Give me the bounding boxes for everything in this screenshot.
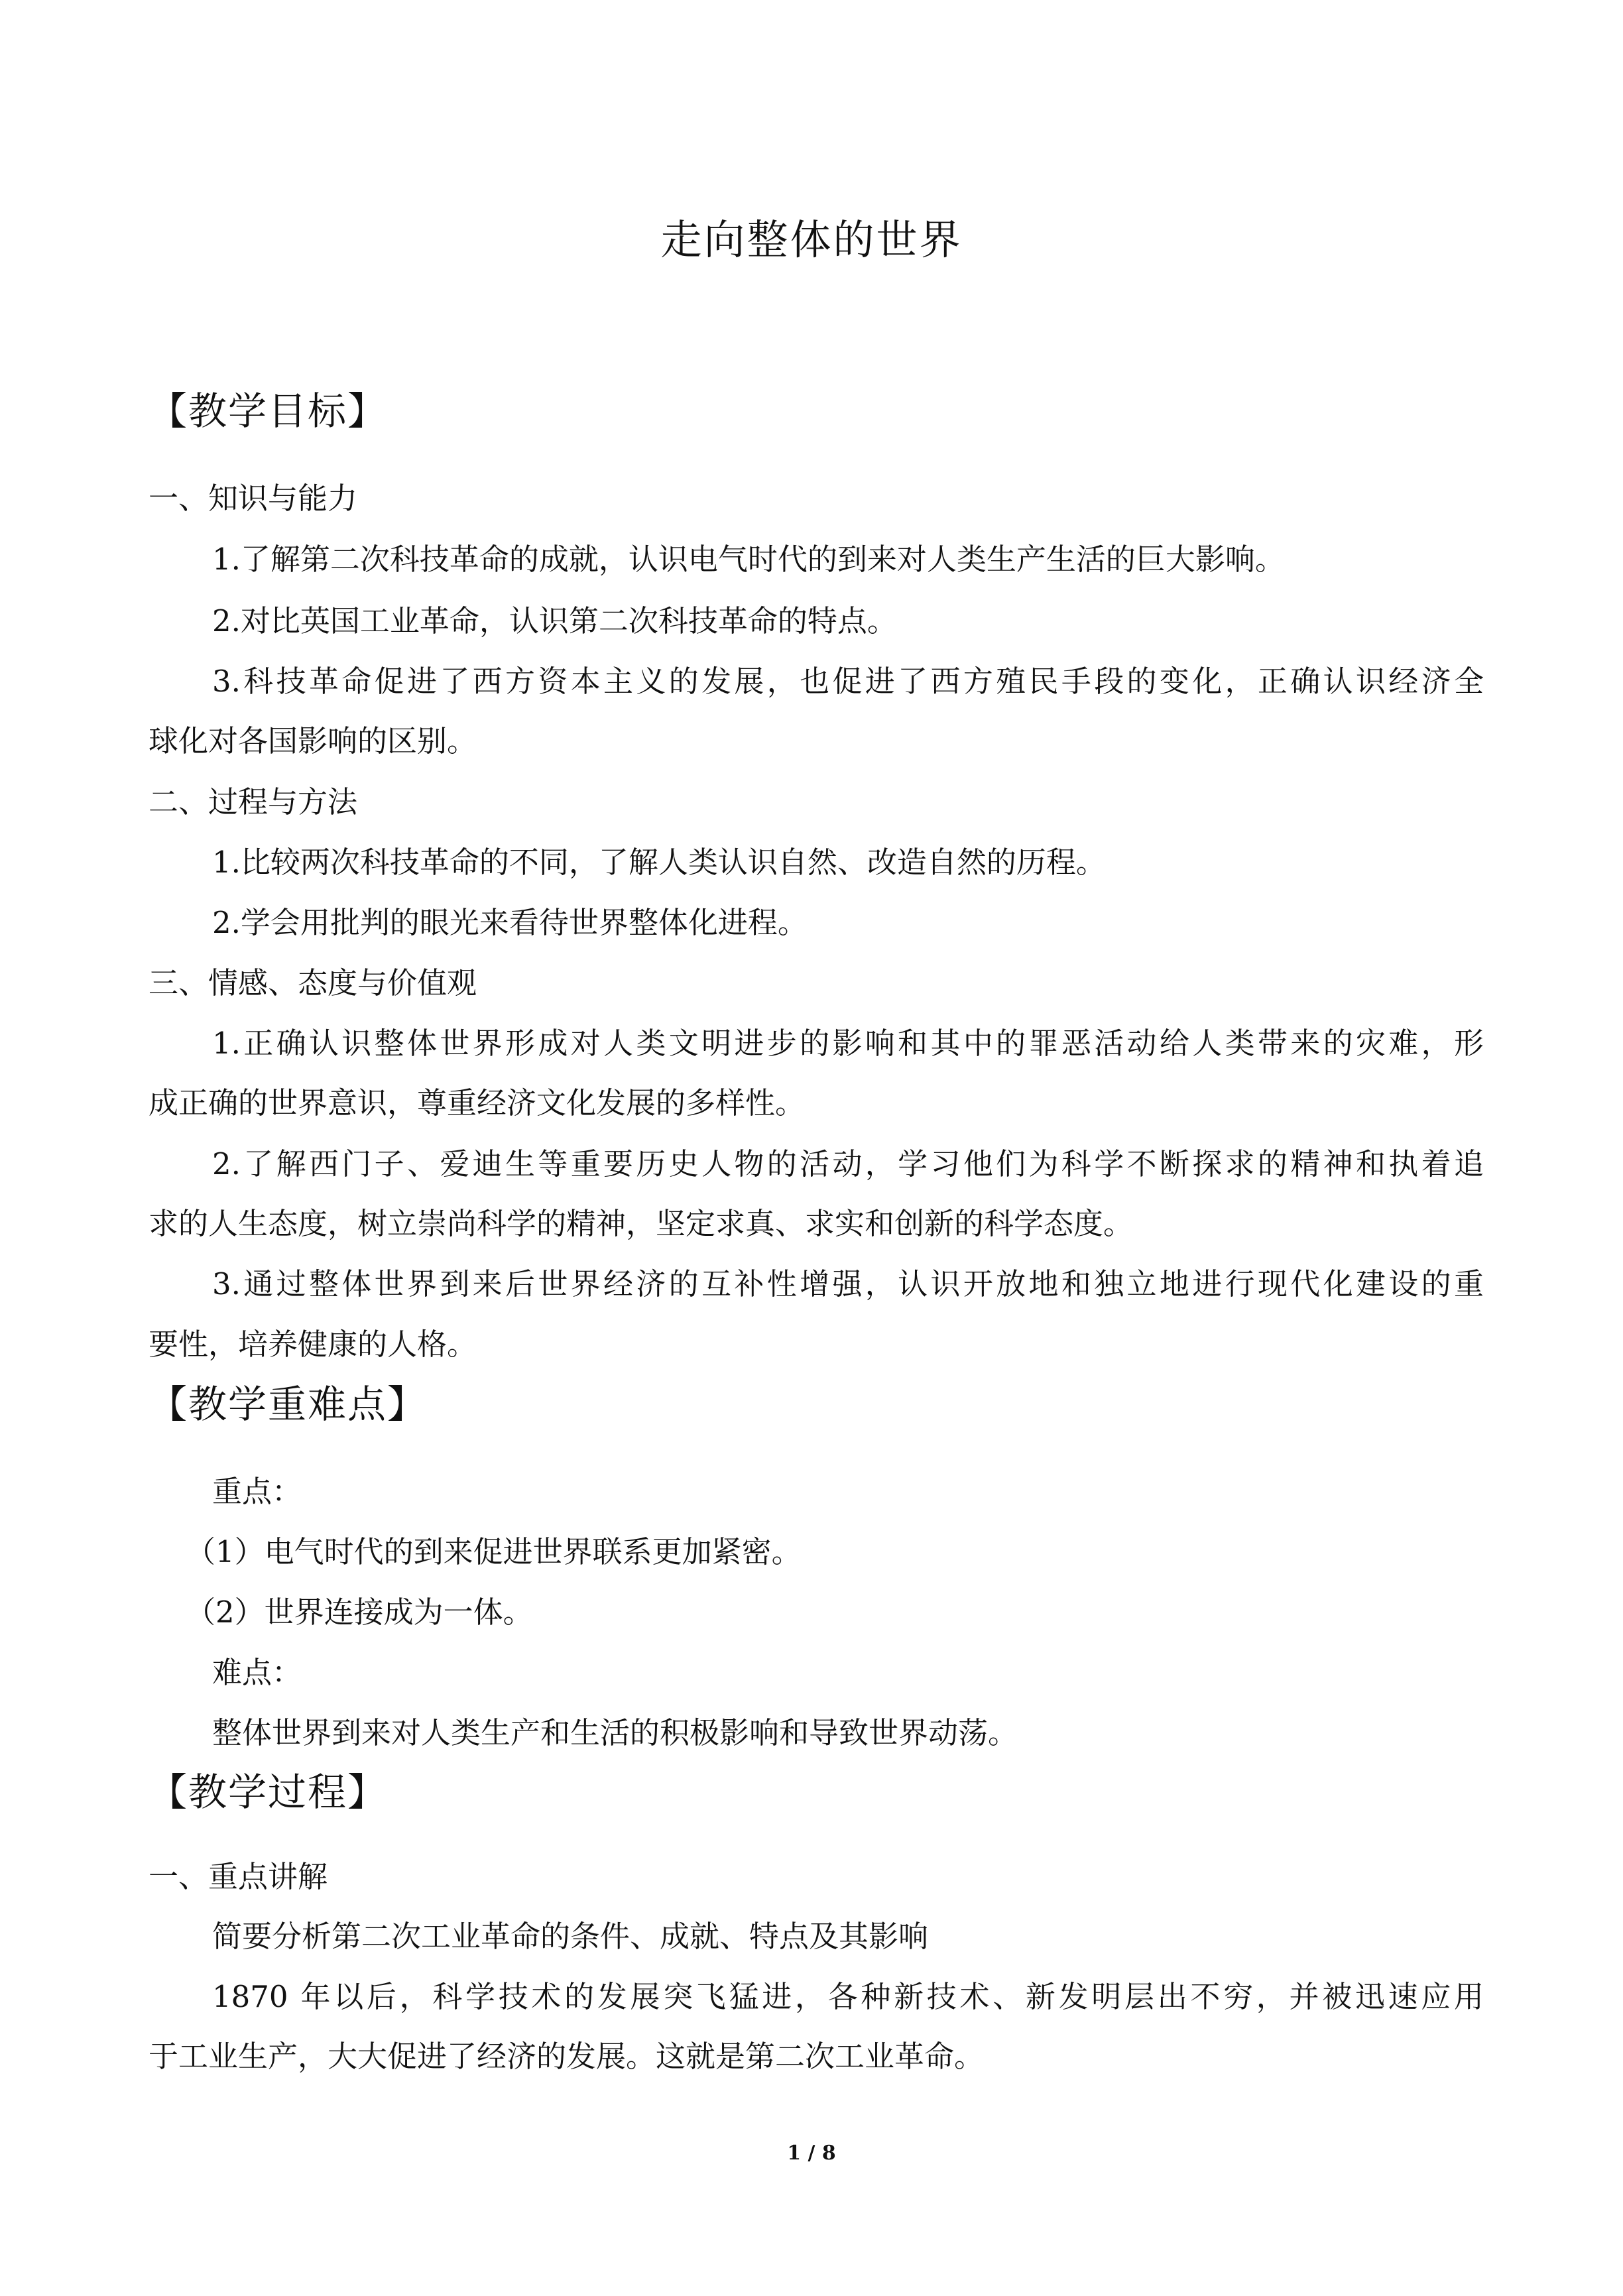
subsection-label: 三、情感、态度与价值观 [149,965,477,1000]
focus-item: （2）世界连接成为一体。 [186,1595,533,1630]
paragraph-line: 1.了解第二次科技革命的成就，认识电气时代的到来对人类生产生活的巨大影响。 [212,542,1285,577]
section-heading-process: 【教学过程】 [149,1770,388,1815]
difficulty-label: 难点： [212,1655,302,1690]
focus-item: （1）电气时代的到来促进世界联系更加紧密。 [186,1534,802,1569]
paragraph-line: 求的人生态度，树立崇尚科学的精神，坚定求真、求实和创新的科学态度。 [149,1206,1134,1241]
focus-label: 重点： [212,1474,302,1509]
section-heading-key-points: 【教学重难点】 [149,1382,428,1427]
paragraph-line: 1870 年以后，科学技术的发展突飞猛进，各种新技术、新发明层出不穷，并被迅速应用 [212,1979,1484,2014]
paragraph-line: 要性，培养健康的人格。 [149,1327,477,1362]
paragraph-line: 2.了解西门子、爱迪生等重要历史人物的活动，学习他们为科学不断探求的精神和执着追 [212,1146,1484,1181]
paragraph-line: 3.科技革命促进了西方资本主义的发展，也促进了西方殖民手段的变化，正确认识经济全 [212,664,1484,699]
paragraph-line: 2.对比英国工业革命，认识第二次科技革命的特点。 [212,603,897,638]
paragraph-line: 简要分析第二次工业革命的条件、成就、特点及其影响 [212,1919,929,1954]
paragraph-line: 2.学会用批判的眼光来看待世界整体化进程。 [212,905,808,940]
document-title: 走向整体的世界 [660,215,963,264]
section-heading-objectives: 【教学目标】 [149,389,388,434]
paragraph-line: 球化对各国影响的区别。 [149,723,477,758]
subsection-label: 二、过程与方法 [149,784,358,819]
paragraph-line: 3.通过整体世界到来后世界经济的互补性增强，认识开放地和独立地进行现代化建设的重 [212,1266,1484,1301]
paragraph-line: 于工业生产，大大促进了经济的发展。这就是第二次工业革命。 [149,2039,985,2074]
paragraph-line: 1.正确认识整体世界形成对人类文明进步的影响和其中的罪恶活动给人类带来的灾难，形 [212,1026,1484,1061]
subsection-label: 一、知识与能力 [149,481,358,516]
difficulty-text: 整体世界到来对人类生产和生活的积极影响和导致世界动荡。 [212,1715,1018,1750]
paragraph-line: 成正确的世界意识，尊重经济文化发展的多样性。 [149,1085,806,1120]
paragraph-line: 1.比较两次科技革命的不同，了解人类认识自然、改造自然的历程。 [212,845,1106,880]
page-number: 1 / 8 [787,2142,836,2165]
subsection-label: 一、重点讲解 [149,1859,328,1894]
